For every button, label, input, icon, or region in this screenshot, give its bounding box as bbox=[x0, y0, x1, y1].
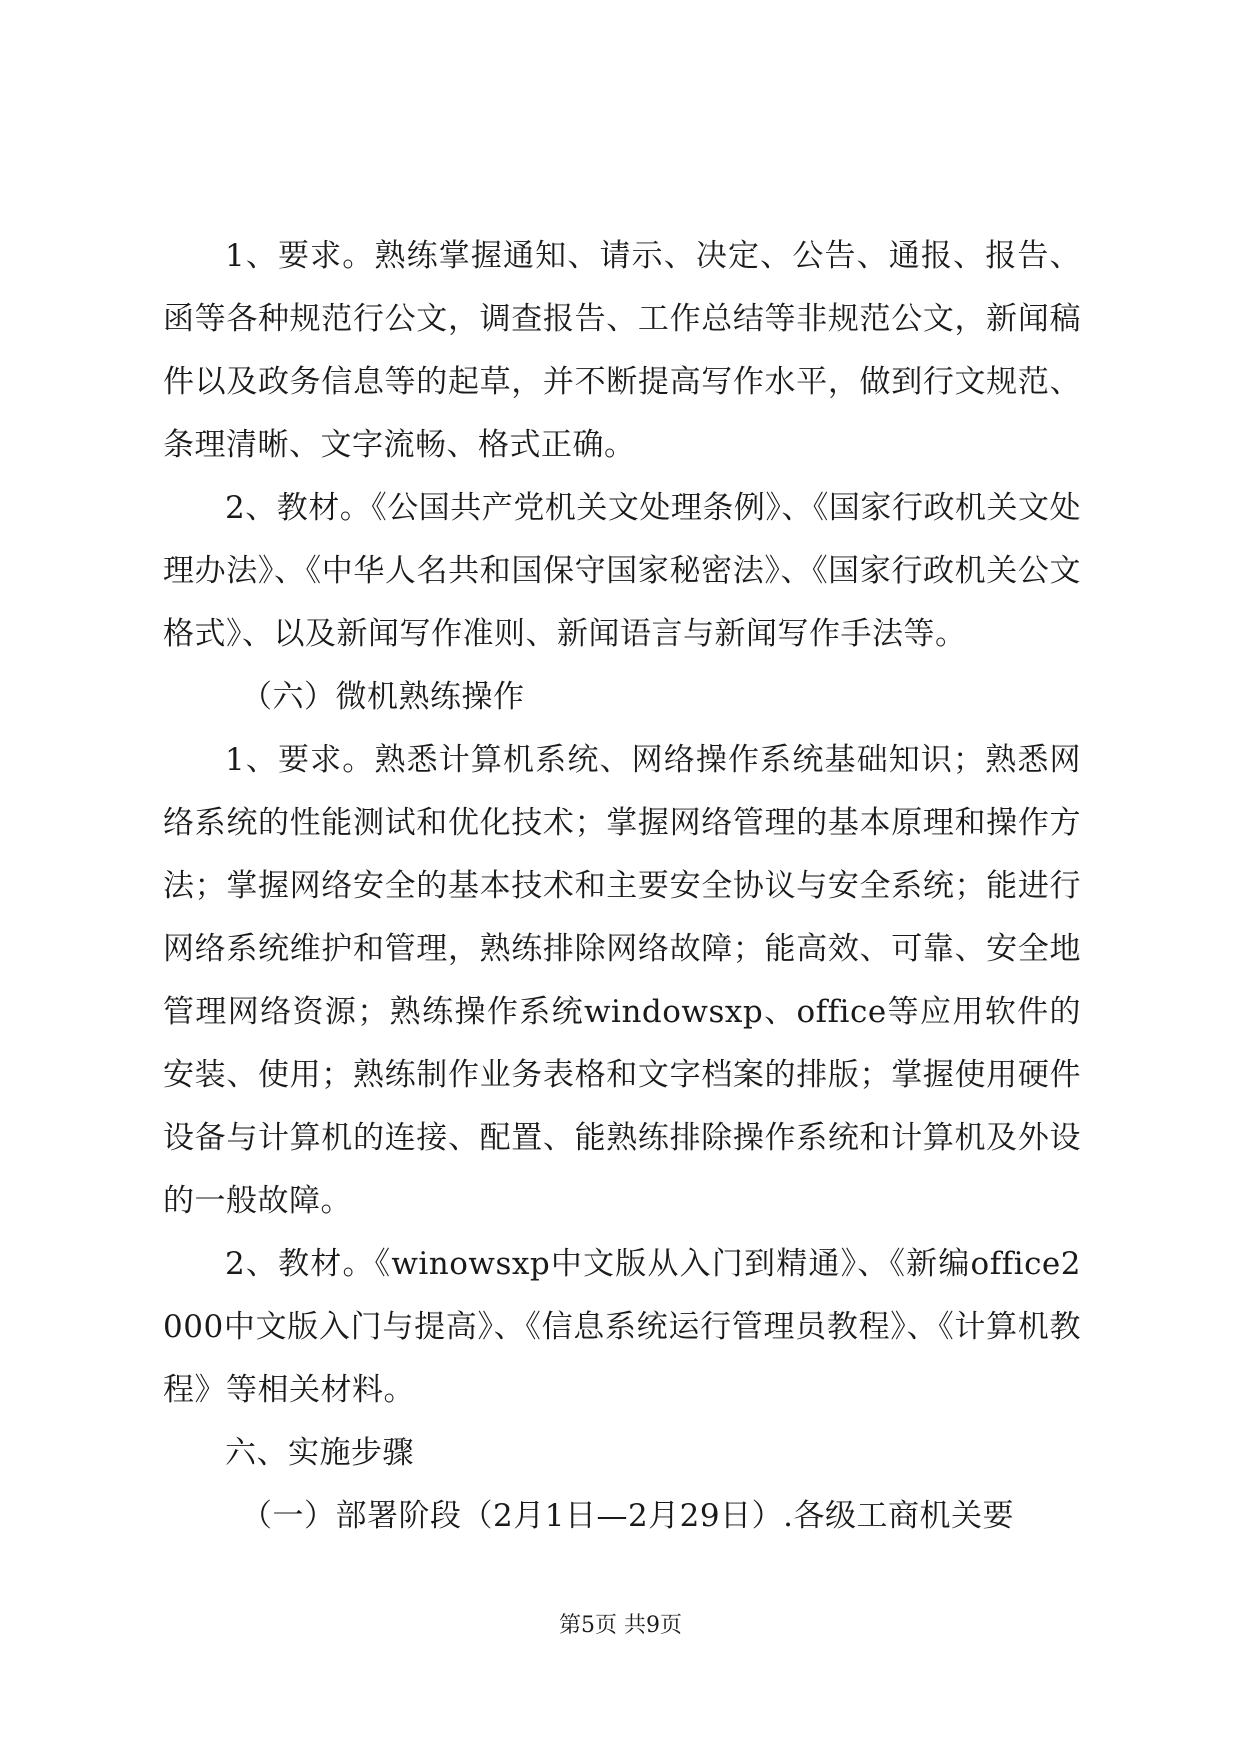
paragraph-computer-requirements: 1、要求。熟悉计算机系统、网络操作系统基础知识；熟悉网络系统的性能测试和优化技术；掌握网络管理的基本原理和操作方法；掌握网络安全的基本技术和主要安全协议与安全系统；能进行网络系统维护和管理，熟练排除网络故障；能高效、可靠、安全地管理网络资源；熟练操作系统windowsxp、office等应用软件的安装、使用；熟练制作业务表格和文字档案的排版；掌握使用硬件设备与计算机的连接、配置、能熟练排除操作系统和计算机及外设的一般故障。 bbox=[163, 742, 1081, 1219]
page-number-footer: 第5页 共9页 bbox=[559, 1613, 682, 1638]
section-heading-implementation-steps: 六、实施步骤 bbox=[225, 1435, 414, 1471]
paragraph-computer-materials: 2、教材。《winowsxp中文版从入门到精通》、《新编office2000中文版入门与提高》、《信息系统运行管理员教程》、《计算机教程》等相关材料。 bbox=[163, 1246, 1081, 1408]
paragraph-writing-requirements: 1、要求。熟练掌握通知、请示、决定、公告、通报、报告、函等各种规范行公文，调查报告、工作总结等非规范公文，新闻稿件以及政务信息等的起草，并不断提高写作水平，做到行文规范、条理清晰、文字流畅、格式正确。 bbox=[163, 238, 1081, 463]
document-body bbox=[163, 225, 1081, 1548]
paragraph-writing-materials: 2、教材。《公国共产党机关文处理条例》、《国家行政机关文处理办法》、《中华人名共和国保守国家秘密法》、《国家行政机关公文格式》、以及新闻写作准则、新闻语言与新闻写作手法等。 bbox=[163, 490, 1081, 652]
section-heading-computer-operation: （六）微机熟练操作 bbox=[241, 679, 525, 715]
paragraph-deployment-phase: （一）部署阶段（2月1日—2月29日）.各级工商机关要 bbox=[241, 1498, 1014, 1534]
